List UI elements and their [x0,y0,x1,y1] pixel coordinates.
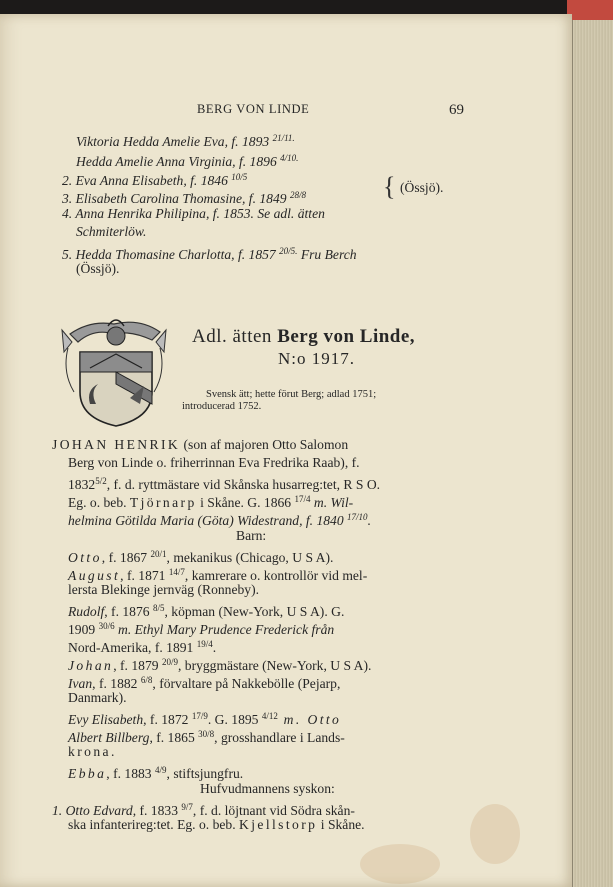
page-number: 69 [449,102,464,118]
family-intro-line: introducerad 1752. [182,401,262,412]
entry-line: (Össjö). [76,261,120,276]
place-label: (Össjö). [400,180,444,195]
body-line: Johan, f. 1879 $^{20/9}$, bryggmästare (New-York, U S A). [68,657,372,673]
entry-line: Viktoria Hedda Amelie Eva, f. 1893 $^{21/11.}$ [76,133,295,149]
entry-line: Hedda Amelie Anna Virginia, f. 1896 $^{4/10.}$ [76,153,299,169]
paper-stain [360,844,440,884]
family-number: N:o 1917. [278,349,355,368]
entry-line: 3. Elisabeth Carolina Thomasine, f. 1849 $^{28/8}$ [62,190,306,206]
top-dark-strip [0,0,613,14]
body-line: $1832^{5/2}$, f. d. ryttmästare vid Skånska husarreg:tet, R S O. [68,476,381,492]
body-line: lersta Blekinge jernväg (Ronneby). [68,582,260,597]
body-line: helmina Götilda Maria (Göta) Widestrand, f. 1840 $^{17/10}$. [68,512,371,528]
entry-line: 4. Anna Henrika Philipina, f. 1853. Se adl. ätten [62,206,325,221]
body-line: Danmark). [68,690,127,705]
body-line: krona. [68,744,117,759]
body-line: 1909 $^{30/6}$ m. Ethyl Mary Prudence Frederick från [68,621,335,637]
body-line: Ivan, f. 1882 $^{6/8}$, förvaltare på Nakkebölle (Pejarp, [68,675,341,691]
body-line: Berg von Linde o. friherrinnan Eva Fredrika Raab), f. [68,455,360,470]
entry-line: 2. Eva Anna Elisabeth, f. 1846 $^{10/5}$ [62,172,248,188]
running-title: BERG VON LINDE [197,102,310,116]
body-line: JOHAN HENRIK (son af majoren Otto Salomon [52,437,349,452]
coat-of-arms-icon [60,312,168,430]
body-line: ska infanterireg:tet. Eg. o. beb. Kjellstorp i Skåne. [68,817,365,832]
brace: { [383,172,396,201]
body-line: Otto, f. 1867 $^{20/1}$, mekanikus (Chicago, U S A). [68,549,334,565]
body-line: Albert Billberg, f. 1865 $^{30/8}$, grosshandlare i Lands- [68,729,345,745]
entry-line: 5. Hedda Thomasine Charlotta, f. 1857 $^{20/5.}$ Fru Berch [62,246,357,262]
page-stack-edge [572,20,613,887]
entry-line: Schmiterlöw. [76,224,147,239]
body-line: Rudolf, f. 1876 $^{8/5}$, köpman (New-York, U S A). G. [68,603,345,619]
body-line: Ebba, f. 1883 $^{4/9}$, stiftsjungfru. [68,765,244,781]
body-line: Nord-Amerika, f. 1891 $^{19/4}$. [68,639,217,655]
body-line: 1. Otto Edvard, f. 1833 $^{9/7}$, f. d. löjtnant vid Södra skån- [52,802,355,818]
siblings-heading: Hufvudmannens syskon: [200,781,335,796]
paper-stain [470,804,520,864]
body-line: Evy Elisabeth, f. 1872 $^{17/9}$. G. 1895 $^{4/12}$ m. Otto [68,711,342,727]
body-line: Eg. o. beb. Tjörnarp i Skåne. G. 1866 $^{17/4}$ m. Wil- [68,494,354,510]
body-line: August, f. 1871 $^{14/7}$, kamrerare o. kontrollör vid mel- [68,567,368,583]
children-heading: Barn: [236,528,267,543]
family-heading: Adl. ätten Berg von Linde, [192,326,416,347]
family-intro-line: Svensk ätt; hette förut Berg; adlad 1751; [206,389,377,400]
